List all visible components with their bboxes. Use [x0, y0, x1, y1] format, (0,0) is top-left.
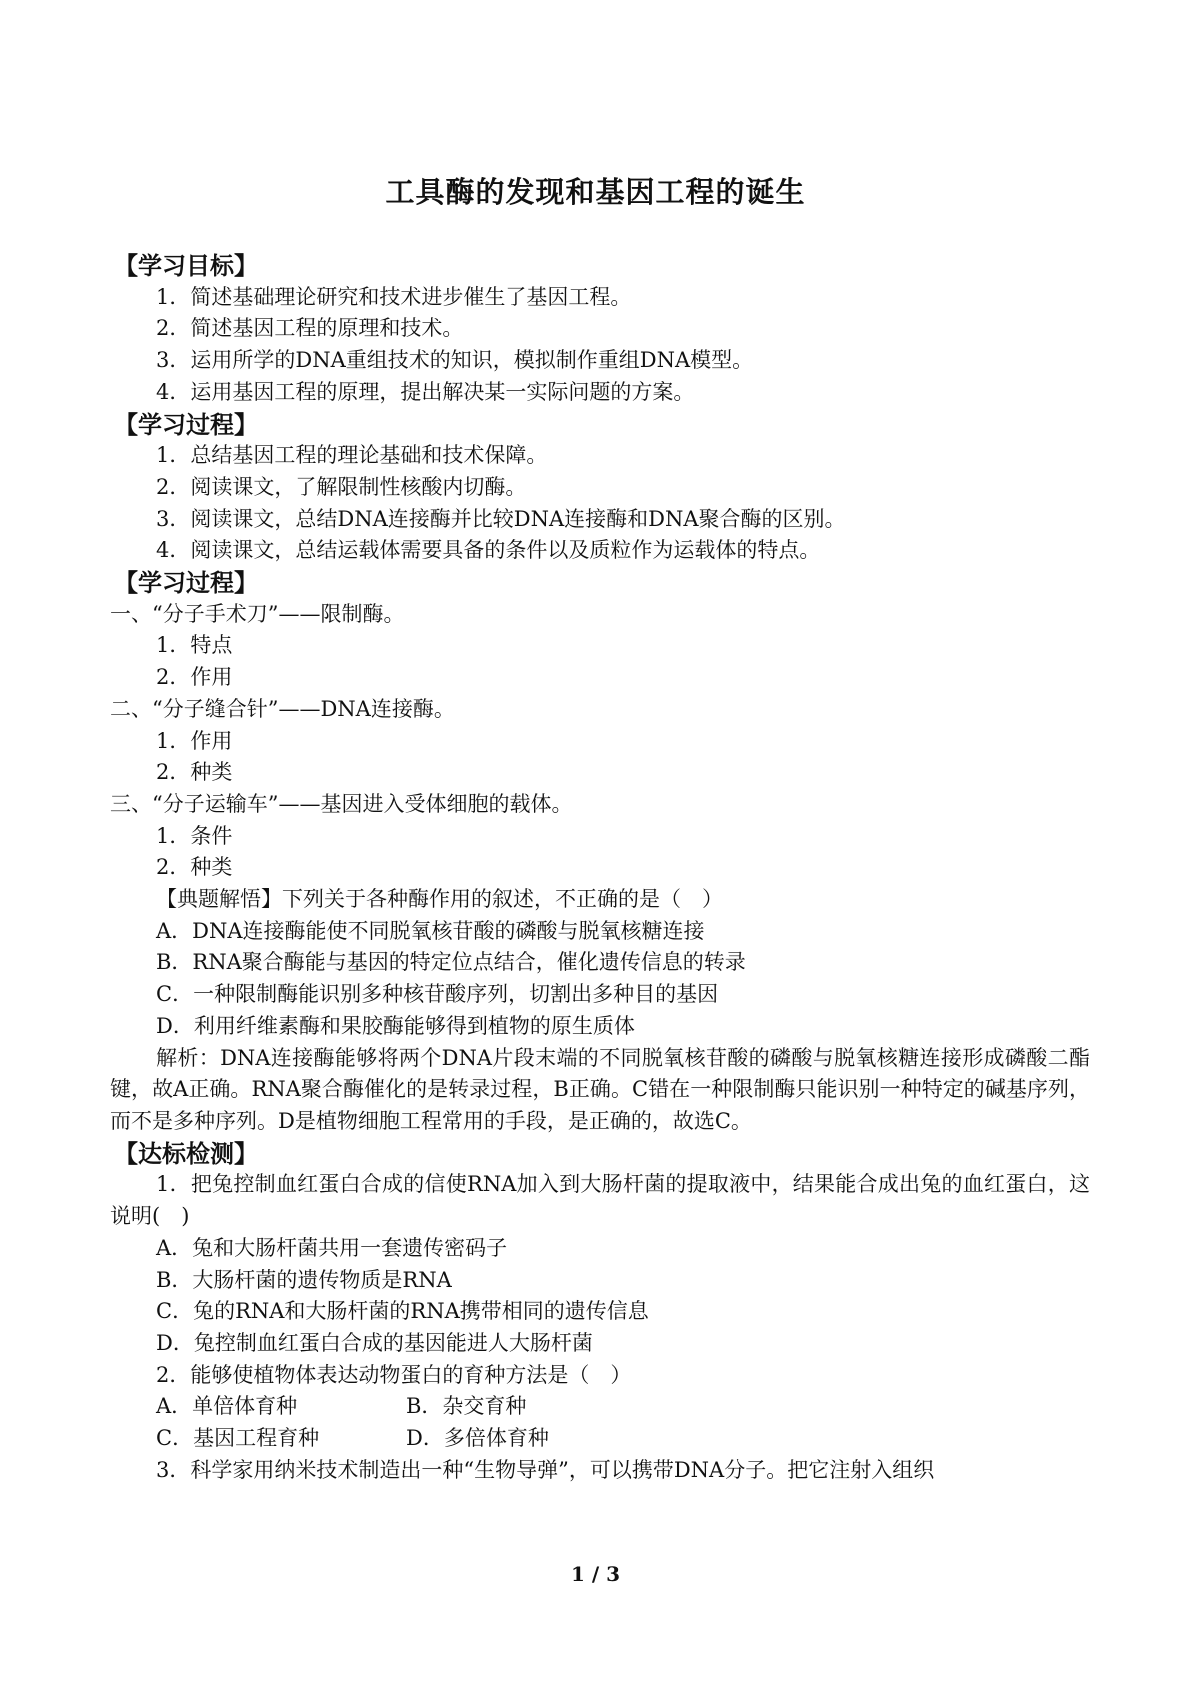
test-options-row — [110, 1391, 1090, 1423]
part-title: 二、“分子缝合针”——DNA连接酶。 — [110, 696, 455, 721]
part-title: 一、“分子手术刀”——限制酶。 — [110, 601, 405, 626]
test-option: A．兔和大肠杆菌共用一套遗传密码子 — [156, 1235, 508, 1260]
section-heading-goals: 【学习目标】 — [114, 251, 258, 280]
test-option: C．基因工程育种 — [156, 1426, 320, 1451]
goal-item: 3．运用所学的DNA重组技术的知识，模拟制作重组DNA模型。 — [156, 348, 754, 373]
test-option: B．杂交育种 — [406, 1394, 527, 1419]
test-option: D．多倍体育种 — [406, 1426, 549, 1451]
section-heading-process: 【学习过程】 — [114, 409, 258, 439]
goal-item: 2．简述基因工程的原理和技术。 — [156, 316, 464, 341]
process-item: 2．阅读课文，了解限制性核酸内切酶。 — [156, 474, 527, 499]
example-option: A．DNA连接酶能使不同脱氧核苷酸的磷酸与脱氧核糖连接 — [156, 918, 705, 943]
goal-item: 4．运用基因工程的原理，提出解决某一实际问题的方案。 — [156, 379, 695, 404]
process-item: 4．阅读课文，总结运载体需要具备的条件以及质粒作为运载体的特点。 — [156, 538, 821, 563]
section-heading-process-2: 【学习过程】 — [114, 568, 258, 598]
part-item: 1．作用 — [156, 728, 233, 753]
example-question: 【典题解悟】下列关于各种酶作用的叙述，不正确的是（ ） — [156, 887, 723, 912]
example-option: D．利用纤维素酶和果胶酶能够得到植物的原生质体 — [156, 1013, 635, 1038]
part-item: 2．种类 — [156, 855, 233, 880]
test-options-row — [110, 1423, 1090, 1455]
test-option: A．单倍体育种 — [156, 1394, 298, 1419]
part-item: 2．种类 — [156, 760, 233, 785]
section-heading-test: 【达标检测】 — [114, 1138, 258, 1168]
part-item: 2．作用 — [156, 665, 233, 690]
document-body — [110, 250, 1090, 1486]
page-number: 1 / 3 — [570, 1562, 621, 1586]
test-question-2: 2．能够使植物体表达动物蛋白的育种方法是（ ） — [156, 1362, 632, 1387]
process-item: 1．总结基因工程的理论基础和技术保障。 — [156, 443, 548, 468]
test-question-3: 3．科学家用纳米技术制造出一种“生物导弹”，可以携带DNA分子。把它注射入组织 — [156, 1457, 935, 1482]
test-option: C．兔的RNA和大肠杆菌的RNA携带相同的遗传信息 — [156, 1299, 649, 1324]
document-title: 工具酶的发现和基因工程的诞生 — [385, 175, 806, 209]
example-option: C．一种限制酶能识别多种核苷酸序列，切割出多种目的基因 — [156, 982, 719, 1007]
test-option: D．兔控制血红蛋白合成的基因能进人大肠杆菌 — [156, 1330, 593, 1355]
test-question-1: 1．把兔控制血红蛋白合成的信使RNA加入到大肠杆菌的提取液中，结果能合成出兔的血红蛋白，这说明( ) — [110, 1172, 1090, 1229]
process-item: 3．阅读课文，总结DNA连接酶并比较DNA连接酶和DNA聚合酶的区别。 — [156, 506, 846, 531]
part-item: 1．特点 — [156, 633, 233, 658]
goal-item: 1．简述基础理论研究和技术进步催生了基因工程。 — [156, 284, 632, 309]
test-option: B．大肠杆菌的遗传物质是RNA — [156, 1267, 452, 1292]
part-item: 1．条件 — [156, 823, 233, 848]
analysis-paragraph: 解析：DNA连接酶能够将两个DNA片段末端的不同脱氧核苷酸的磷酸与脱氧核糖连接形成磷酸二酯键，故A正确。RNA聚合酶催化的是转录过程，B正确。C错在一种限制酶只能识别一种特定的碱基序列，而不是多种序列。D是植物细胞工程常用的手段，是正确的，故选C。 — [110, 1045, 1090, 1133]
part-title: 三、“分子运输车”——基因进入受体细胞的载体。 — [110, 791, 573, 816]
example-option: B．RNA聚合酶能与基因的特定位点结合，催化遗传信息的转录 — [156, 950, 746, 975]
